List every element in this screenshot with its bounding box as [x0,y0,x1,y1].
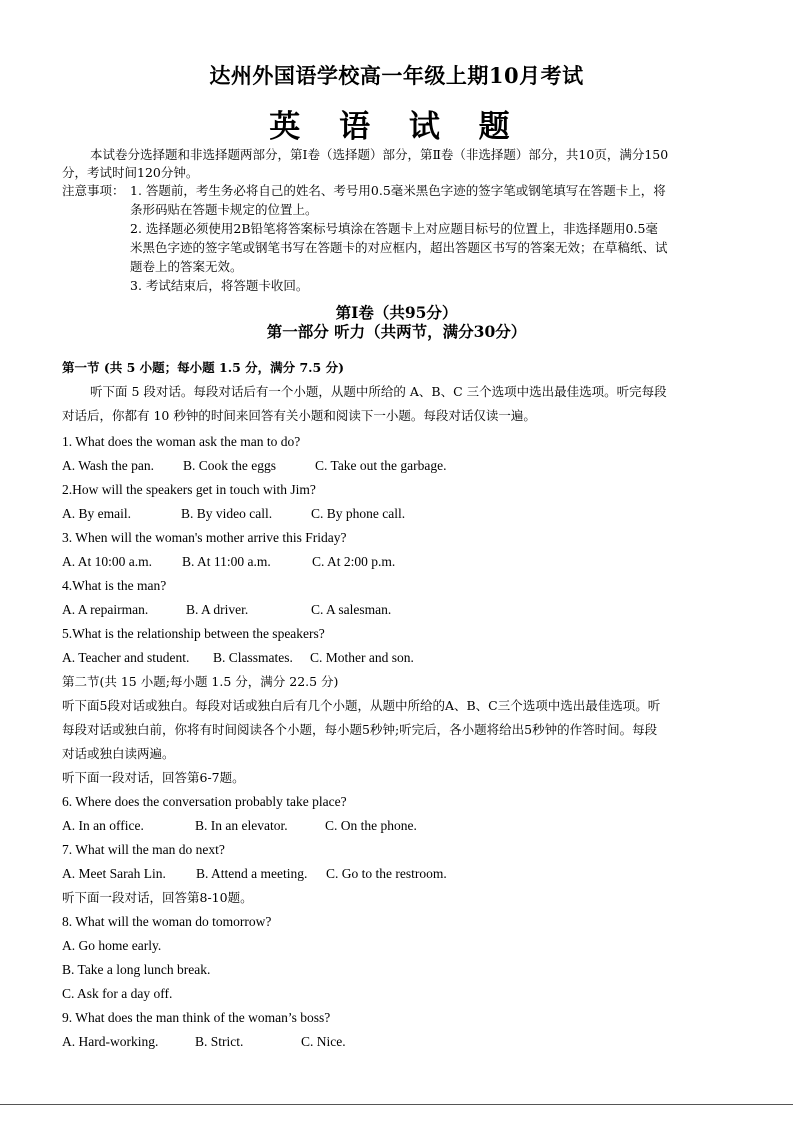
question-6-stem: 6. Where does the conversation probably take place? [62,794,347,809]
question-2-option-a: A. By email. [62,506,131,521]
section-1-instruction-1: 听下面 5 段对话。每段对话后有一个小题，从题中所给的 A、B、C 三个选项中选出最佳选项。听完每段 [90,384,667,399]
question-7-option-b: B. Attend a meeting. [196,866,308,881]
group-6-7-instruction: 听下面一段对话，回答第6-7题。 [62,770,245,785]
question-6-option-a: A. In an office. [62,818,144,833]
section-2-instruction-1: 听下面5段对话或独白。每段对话或独白后有几个小题，从题中所给的A、B、C三个选项中选出最佳选项。听 [62,698,661,713]
part-title: 第一部分 听力（共两节，满分30分） [266,322,527,341]
question-1-option-b: B. Cook the eggs [183,458,276,473]
intro-line-2: 分，考试时间120分钟。 [62,165,199,180]
question-2-stem: 2.How will the speakers get in touch with Jim? [62,482,316,497]
volume-title: 第Ⅰ卷（共95分） [335,303,458,322]
question-3-option-b: B. At 11:00 a.m. [182,554,271,569]
question-5-stem: 5.What is the relationship between the speakers? [62,626,325,641]
notes-label: 注意事项： [62,183,125,198]
note-1-line-2: 条形码贴在答题卡规定的位置上。 [130,202,318,217]
section-2-heading: 第二节(共 15 小题;每小题 1.5 分，满分 22.5 分) [62,674,339,689]
exam-title: 达州外国语学校高一年级上期10月考试 [209,63,584,88]
question-8-option-c: C. Ask for a day off. [62,986,173,1001]
question-5-option-c: C. Mother and son. [310,650,414,665]
question-5-option-b: B. Classmates. [213,650,293,665]
question-9-option-b: B. Strict. [195,1034,244,1049]
intro-line-1: 本试卷分选择题和非选择题两部分，第Ⅰ卷（选择题）部分，第Ⅱ卷（非选择题）部分，共10页，满分150 [90,147,669,162]
section-1-heading: 第一节 (共 5 小题；每小题 1.5 分，满分 7.5 分) [62,360,344,375]
question-2-option-b: B. By video call. [181,506,273,521]
section-2-instruction-3: 对话或独白读两遍。 [62,746,175,761]
question-7-option-a: A. Meet Sarah Lin. [62,866,166,881]
question-1-option-a: A. Wash the pan. [62,458,155,473]
question-1-stem: 1. What does the woman ask the man to do? [62,434,301,449]
question-7-option-c: C. Go to the restroom. [326,866,447,881]
question-3-option-c: C. At 2:00 p.m. [312,554,396,569]
note-2-line-3: 题卷上的答案无效。 [130,259,243,274]
question-8-stem: 8. What will the woman do tomorrow? [62,914,272,929]
question-3-option-a: A. At 10:00 a.m. [62,554,152,569]
group-8-10-instruction: 听下面一段对话，回答第8-10题。 [62,890,253,905]
question-4-option-a: A. A repairman. [62,602,149,617]
question-6-option-b: B. In an elevator. [195,818,288,833]
page-bottom-rule [0,1104,793,1105]
note-2-line-2: 米黑色字迹的签字笔或钢笔书写在答题卡的对应框内，超出答题区书写的答案无效；在草稿纸、试 [130,240,668,255]
question-5-option-a: A. Teacher and student. [62,650,190,665]
question-9-option-a: A. Hard-working. [62,1034,159,1049]
question-9-stem: 9. What does the man think of the woman’s boss? [62,1010,331,1025]
note-1-line-1: 1. 答题前，考生务必将自己的姓名、考号用0.5毫米黑色字迹的签字笔或钢笔填写在答题卡上，将 [130,183,666,198]
question-4-stem: 4.What is the man? [62,578,167,593]
question-1-option-c: C. Take out the garbage. [315,458,447,473]
question-7-stem: 7. What will the man do next? [62,842,225,857]
note-3: 3. 考试结束后，将答题卡收回。 [130,278,309,293]
section-2-instruction-2: 每段对话或独白前，你将有时间阅读各个小题，每小题5秒钟;听完后，各小题将给出5秒钟的作答时间。每段 [62,722,658,737]
question-3-stem: 3. When will the woman's mother arrive this Friday? [62,530,347,545]
question-8-option-b: B. Take a long lunch break. [62,962,211,977]
subject-title: 英 语 试 题 [269,109,524,145]
question-9-option-c: C. Nice. [301,1034,346,1049]
question-8-option-a: A. Go home early. [62,938,162,953]
question-6-option-c: C. On the phone. [325,818,417,833]
question-4-option-b: B. A driver. [186,602,249,617]
question-2-option-c: C. By phone call. [311,506,406,521]
note-2-line-1: 2. 选择题必须使用2B铅笔将答案标号填涂在答题卡上对应题目标号的位置上，非选择题用0.5毫 [130,221,658,236]
section-1-instruction-2: 对话后，你都有 10 秒钟的时间来回答有关小题和阅读下一小题。每段对话仅读一遍。 [62,408,536,423]
question-4-option-c: C. A salesman. [311,602,392,617]
